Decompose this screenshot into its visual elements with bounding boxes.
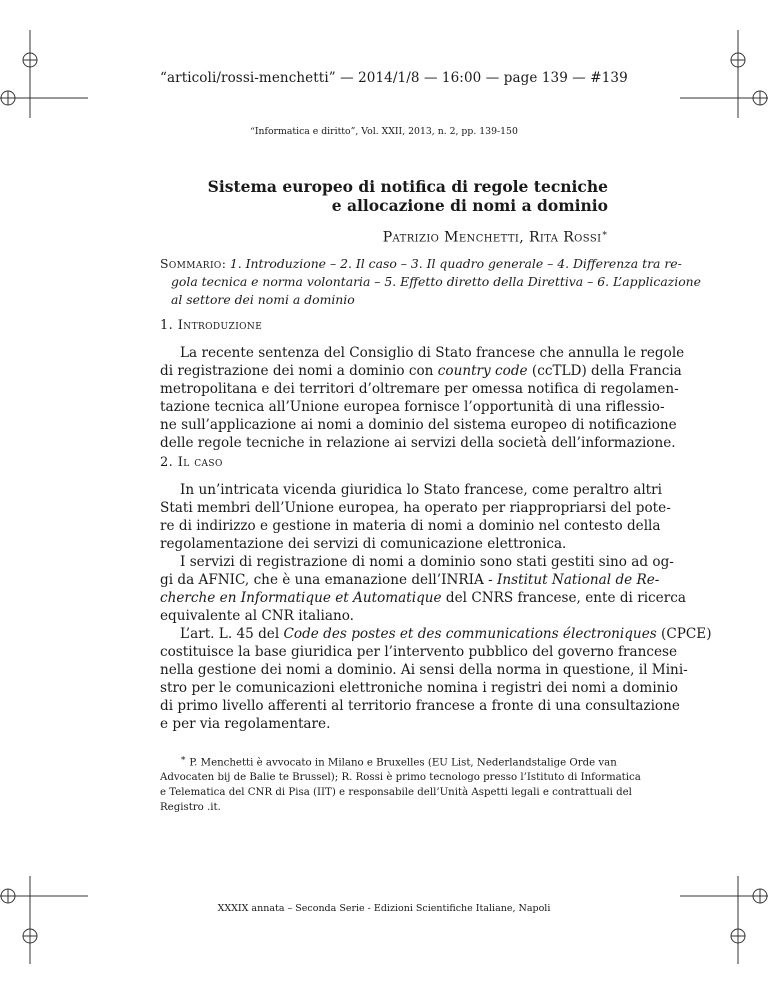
text-line: re di indirizzo e gestione in materia di nomi a dominio nel contesto della xyxy=(160,518,661,534)
text-line: e per via regolamentare. xyxy=(160,716,331,732)
section-2-number: 2. xyxy=(160,455,174,470)
section-1-paragraph xyxy=(160,344,685,452)
authors xyxy=(383,229,608,246)
text-line: di registrazione dei nomi a dominio con country code (ccTLD) della Francia xyxy=(160,363,682,379)
footnote-line: e Telematica del CNR di Pisa (IIT) e responsabile dell’Unità Aspetti legali e contrattuali del xyxy=(160,787,632,799)
text-line: nella gestione dei nomi a dominio. Ai sensi della norma in questione, il Mini- xyxy=(160,662,688,678)
text-line: delle regole tecniche in relazione ai servizi della società dell’informazione. xyxy=(160,435,676,451)
text-line: gi da AFNIC, che è una emanazione dell’INRIA - Institut National de Re- xyxy=(160,572,660,588)
text-line: equivalente al CNR italiano. xyxy=(160,608,354,624)
text-line: di primo livello afferenti al territorio francese a fronte di una consultazione xyxy=(160,698,680,714)
summary: Sommario: 1. Introduzione – 2. Il caso – 3. Il quadro generale – 4. Differenza tra re- gola tecnica e norma volontaria – 5. Effetto diretto della Direttiva – 6. L’applicazione al settore dei nomi a dominio xyxy=(160,256,701,307)
crop-mark-bottom-left xyxy=(0,876,90,966)
footnote-line: Advocaten bij de Balie te Brussel); R. Rossi è primo tecnologo presso l’Istituto di Informatica xyxy=(160,772,641,784)
text-line: stro per le comunicazioni elettroniche nomina i registri dei nomi a dominio xyxy=(160,680,678,696)
summary-line-1: 1. Introduzione – 2. Il caso – 3. Il quadro generale – 4. Differenza tra re- xyxy=(229,256,682,271)
author-names: Patrizio Menchetti, Rita Rossi xyxy=(382,229,602,246)
summary-label: Sommario xyxy=(160,256,222,271)
text-line: Stati membri dell’Unione europea, ha operato per riappropriarsi del pote- xyxy=(160,500,671,516)
footnote xyxy=(160,752,641,815)
section-1-heading xyxy=(160,318,262,333)
summary-line-3: al settore dei nomi a dominio xyxy=(171,292,355,307)
footnote-mark: ∗ xyxy=(180,754,187,764)
section-2-body xyxy=(160,481,712,733)
text-line: La recente sentenza del Consiglio di Stato francese che annulla le regole xyxy=(180,345,685,361)
title-line-2: e allocazione di nomi a dominio xyxy=(331,196,608,215)
text-line: I servizi di registrazione di nomi a dominio sono stati gestiti sino ad og- xyxy=(180,554,674,570)
text-line: costituisce la base giuridica per l’intervento pubblico del governo francese xyxy=(160,644,678,660)
footnote-line: Registro .it. xyxy=(160,802,221,814)
article-title xyxy=(208,177,608,215)
author-footnote-mark: ∗ xyxy=(601,229,608,239)
text-line: In un’intricata vicenda giuridica lo Stato francese, come peraltro altri xyxy=(180,482,662,498)
page-footer: XXXIX annata – Seconda Serie - Edizioni Scientifiche Italiane, Napoli xyxy=(217,903,551,914)
footnote-line: ∗ P. Menchetti è avvocato in Milano e Bruxelles (EU List, Nederlandstalige Orde van xyxy=(180,754,617,769)
journal-reference: “Informatica e diritto”, Vol. XXII, 2013, n. 2, pp. 139-150 xyxy=(250,126,518,137)
section-1-title: Introduzione xyxy=(177,318,263,333)
section-2-heading xyxy=(160,455,223,470)
text-line: regolamentazione dei servizi di comunicazione elettronica. xyxy=(160,536,567,552)
crop-mark-bottom-right xyxy=(678,876,768,966)
section-2-title: Il caso xyxy=(177,455,223,470)
text-line: L’art. L. 45 del Code des postes et des communications électroniques (CPCE) xyxy=(180,626,712,642)
draft-header: “articoli/rossi-menchetti” — 2014/1/8 — 16:00 — page 139 — #139 xyxy=(160,70,628,86)
crop-mark-top-right xyxy=(678,30,768,120)
title-line-1: Sistema europeo di notifica di regole tecniche xyxy=(207,177,608,196)
crop-mark-top-left xyxy=(0,30,90,120)
text-line: cherche en Informatique et Automatique del CNRS francese, ente di ricerca xyxy=(160,590,686,606)
text-line: ne sull’applicazione ai nomi a dominio del sistema europeo di notificazione xyxy=(160,417,677,433)
section-1-number: 1. xyxy=(160,318,174,333)
text-line: metropolitana e dei territori d’oltremare per omessa notifica di regolamen- xyxy=(160,381,679,397)
text-line: tazione tecnica all’Unione europea fornisce l’opportunità di una riflessio- xyxy=(160,399,665,415)
summary-line-2: gola tecnica e norma volontaria – 5. Effetto diretto della Direttiva – 6. L’applicazione xyxy=(171,274,701,289)
